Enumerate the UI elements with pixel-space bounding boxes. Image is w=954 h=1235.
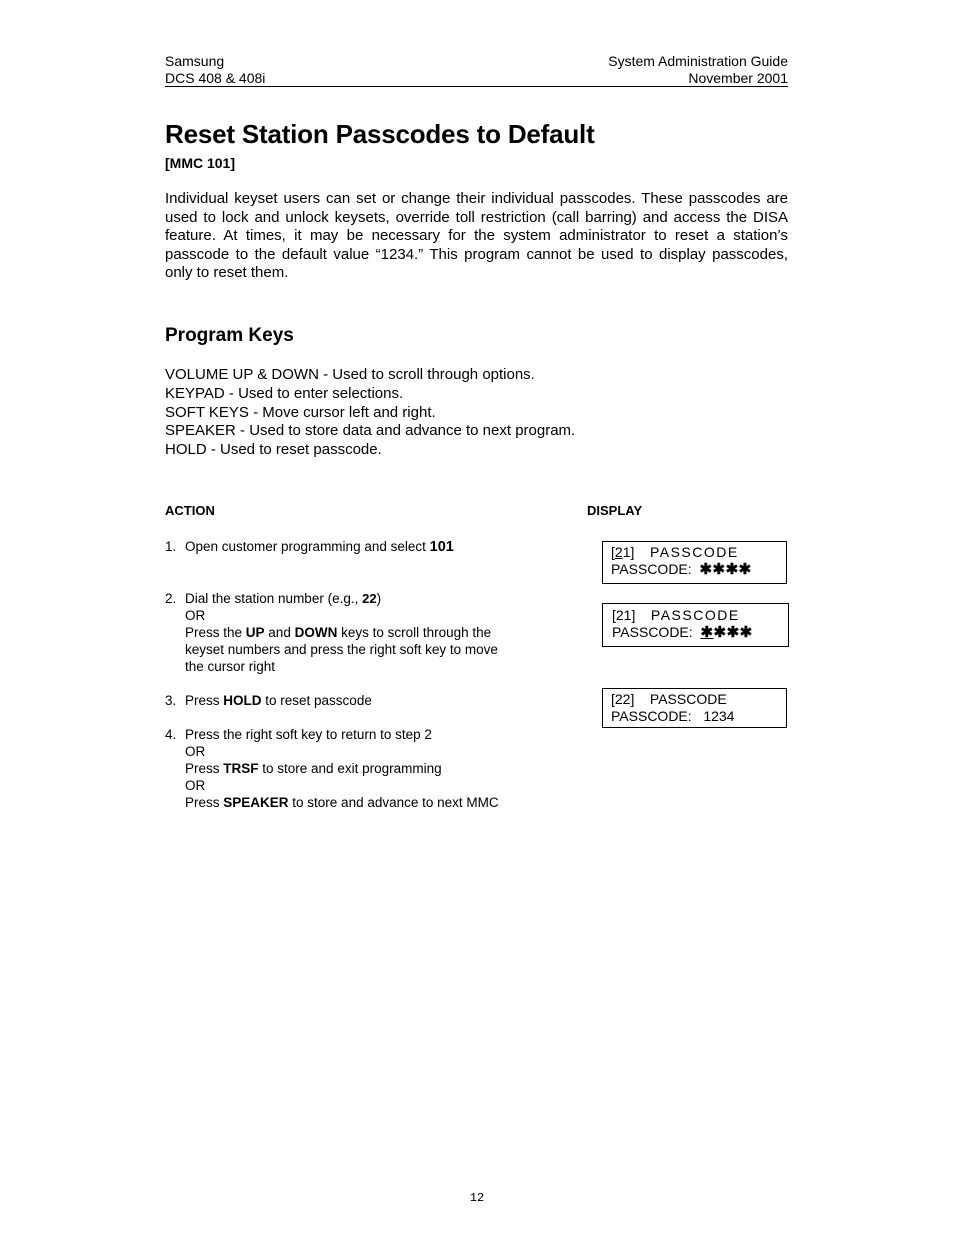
intro-paragraph: Individual keyset users can set or change their individual passcodes. These passcodes are used to lock and unlock keysets, override toll restriction (call barring) and access the DISA feature. At times, it may be necessary for the system administrator to reset a station’s passcode to the default value “1234.” This program cannot be used to display passcodes, only to reset them.: [165, 190, 788, 282]
step-4-line1: Press the right soft key to return to step 2: [185, 727, 432, 742]
lcd-label: PASSCODE: [649, 544, 739, 560]
step-text: [185, 726, 565, 811]
lcd-label: PASSCODE: [650, 607, 740, 623]
step-2-line2-mid: and: [264, 625, 295, 640]
header-right: [608, 53, 788, 87]
header-guide-title: System Administration Guide: [608, 53, 788, 69]
display-column-heading: DISPLAY: [587, 503, 643, 518]
lcd-passcode-value: 1234: [703, 708, 735, 724]
lcd-cursor: 2: [614, 544, 623, 560]
program-keys-list: [165, 366, 575, 460]
station-number-example: 22: [362, 591, 377, 606]
header-date: November 2001: [688, 70, 788, 86]
step-number: 4.: [165, 727, 177, 742]
step-1-text: Open customer programming and select: [185, 539, 430, 554]
lcd-passcode-label: PASSCODE:: [612, 624, 693, 640]
lcd-display-2: [602, 603, 789, 647]
header-left: [165, 53, 265, 87]
step-4-line2-pre: Press: [185, 761, 224, 776]
lcd-display-1: [602, 541, 787, 584]
mmc-number: 101: [429, 539, 454, 555]
down-key-label: DOWN: [294, 625, 338, 640]
step-3-pre: Press: [185, 693, 224, 708]
page-title: Reset Station Passcodes to Default: [165, 119, 595, 149]
step-number: 1.: [165, 539, 177, 554]
step-text: [185, 590, 565, 675]
or-text: OR: [185, 608, 206, 623]
lcd-passcode-label: PASSCODE:: [611, 708, 692, 724]
mmc-code: [MMC 101]: [165, 155, 236, 171]
program-key-item: HOLD - Used to reset passcode.: [165, 441, 382, 459]
program-keys-heading: Program Keys: [165, 325, 294, 346]
step-4-line3-pre: Press: [185, 795, 224, 810]
step-2-text: Dial the station number (e.g.,: [185, 591, 363, 606]
lcd-station: [22]: [611, 691, 635, 707]
lcd-station: [21]: [612, 607, 636, 623]
up-key-label: UP: [245, 625, 265, 640]
trsf-key-label: TRSF: [223, 761, 259, 776]
step-number: 3.: [165, 693, 177, 708]
program-key-item: VOLUME UP & DOWN - Used to scroll through options.: [165, 366, 535, 383]
speaker-key-label: SPEAKER: [223, 795, 289, 810]
step-number: 2.: [165, 591, 177, 606]
step-2-line4: the cursor right: [185, 659, 276, 674]
hold-key-label: HOLD: [223, 693, 262, 708]
action-column-heading: ACTION: [165, 503, 215, 518]
program-key-item: KEYPAD - Used to enter selections.: [165, 384, 404, 402]
step-2-text-end: ): [376, 591, 382, 606]
step-text: [185, 538, 565, 556]
lcd-masked-passcode: ✱✱✱✱: [699, 561, 752, 578]
or-text: OR: [185, 744, 206, 759]
header-rule: [165, 86, 788, 87]
header-company: Samsung: [165, 53, 225, 69]
header-product: DCS 408 & 408i: [165, 70, 266, 86]
page-number: 12: [469, 1191, 485, 1205]
lcd-passcode-label: PASSCODE:: [611, 561, 692, 577]
lcd-display-3: [602, 688, 787, 728]
step-3-post: to reset passcode: [261, 693, 372, 708]
step-text: [185, 692, 565, 709]
step-2-line2-pre: Press the: [185, 625, 246, 640]
lcd-cursor: ✱: [700, 624, 714, 641]
or-text: OR: [185, 778, 206, 793]
lcd-masked-passcode: ✱✱✱: [713, 624, 753, 641]
program-key-item: SOFT KEYS - Move cursor left and right.: [165, 403, 436, 421]
step-4-line3-post: to store and advance to next MMC: [288, 795, 499, 810]
lcd-station-rest: 1]: [622, 544, 635, 560]
step-4-line2-post: to store and exit programming: [258, 761, 442, 776]
step-2-line2-post: keys to scroll through the: [337, 625, 492, 640]
program-key-item: SPEAKER - Used to store data and advance to next program.: [165, 422, 576, 440]
step-2-line3: keyset numbers and press the right soft key to move: [185, 642, 498, 657]
lcd-bracket: [: [611, 544, 615, 560]
lcd-label: PASSCODE: [649, 691, 727, 707]
